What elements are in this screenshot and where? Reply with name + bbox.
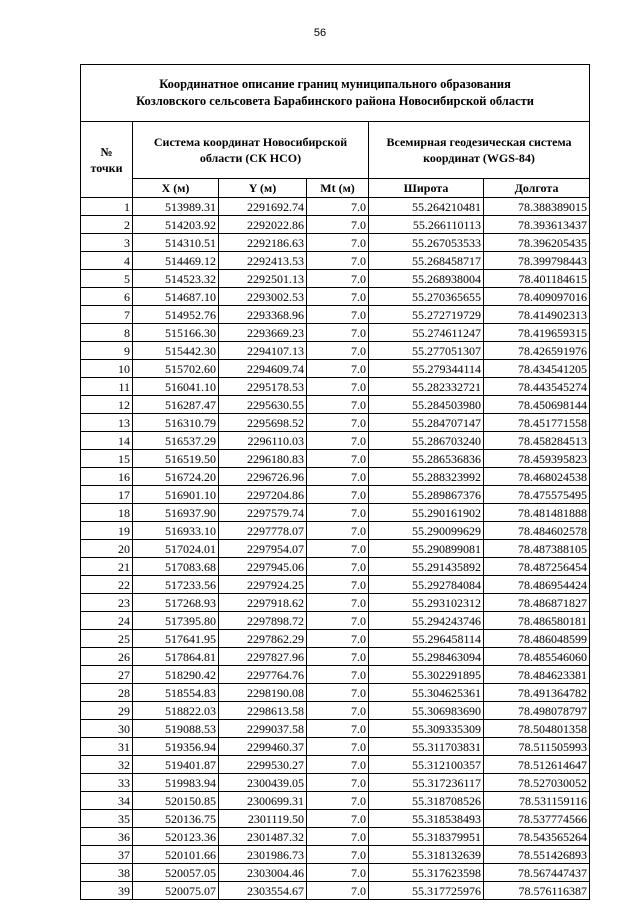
y-cell: 2301986.73 [219, 846, 307, 864]
x-cell: 519356.94 [133, 738, 219, 756]
y-cell: 2295698.52 [219, 414, 307, 432]
longitude-cell: 78.451771558 [484, 414, 590, 432]
mt-cell: 7.0 [307, 612, 369, 630]
x-cell: 516933.10 [133, 522, 219, 540]
point-number-cell: 4 [81, 252, 133, 270]
point-number-cell: 6 [81, 288, 133, 306]
longitude-cell: 78.459395823 [484, 450, 590, 468]
table-row [81, 594, 590, 612]
point-number-cell: 9 [81, 342, 133, 360]
x-cell: 516937.90 [133, 504, 219, 522]
table-row [81, 522, 590, 540]
latitude-cell: 55.272719729 [369, 306, 484, 324]
x-cell: 516901.10 [133, 486, 219, 504]
x-cell: 516537.29 [133, 432, 219, 450]
point-number-cell: 3 [81, 234, 133, 252]
point-number-cell: 28 [81, 684, 133, 702]
table-row [81, 738, 590, 756]
longitude-cell: 78.531159116 [484, 792, 590, 810]
point-number-cell: 18 [81, 504, 133, 522]
latitude-cell: 55.266110113 [369, 216, 484, 234]
longitude-cell: 78.414902313 [484, 306, 590, 324]
x-cell: 517233.56 [133, 576, 219, 594]
longitude-cell: 78.393613437 [484, 216, 590, 234]
latitude-cell: 55.318708526 [369, 792, 484, 810]
point-number-cell: 31 [81, 738, 133, 756]
y-cell: 2292501.13 [219, 270, 307, 288]
y-cell: 2297764.76 [219, 666, 307, 684]
longitude-cell: 78.401184615 [484, 270, 590, 288]
longitude-cell: 78.491364782 [484, 684, 590, 702]
point-number-cell: 24 [81, 612, 133, 630]
y-cell: 2301119.50 [219, 810, 307, 828]
point-number-cell: 34 [81, 792, 133, 810]
x-cell: 518290.42 [133, 666, 219, 684]
y-cell: 2297862.29 [219, 630, 307, 648]
mt-cell: 7.0 [307, 828, 369, 846]
point-number-cell: 21 [81, 558, 133, 576]
y-cell: 2300699.31 [219, 792, 307, 810]
longitude-cell: 78.419659315 [484, 324, 590, 342]
table-row [81, 612, 590, 630]
mt-cell: 7.0 [307, 360, 369, 378]
mt-cell: 7.0 [307, 396, 369, 414]
point-number-cell: 22 [81, 576, 133, 594]
y-cell: 2299530.27 [219, 756, 307, 774]
table-row [81, 414, 590, 432]
y-cell: 2297924.25 [219, 576, 307, 594]
x-cell: 519401.87 [133, 756, 219, 774]
x-cell: 518822.03 [133, 702, 219, 720]
table-row [81, 198, 590, 216]
table-row [81, 378, 590, 396]
point-number-cell: 5 [81, 270, 133, 288]
longitude-cell: 78.567447437 [484, 864, 590, 882]
page-number: 56 [313, 27, 327, 39]
y-cell: 2297827.96 [219, 648, 307, 666]
table-row [81, 846, 590, 864]
mt-cell: 7.0 [307, 378, 369, 396]
longitude-cell: 78.498078797 [484, 702, 590, 720]
y-cell: 2297898.72 [219, 612, 307, 630]
latitude-cell: 55.317623598 [369, 864, 484, 882]
y-cell: 2297954.07 [219, 540, 307, 558]
y-cell: 2297778.07 [219, 522, 307, 540]
latitude-cell: 55.290161902 [369, 504, 484, 522]
mt-cell: 7.0 [307, 756, 369, 774]
table-title-line-2: Козловского сельсовета Барабинского района Новосибирской области [136, 94, 534, 108]
point-number-cell: 13 [81, 414, 133, 432]
header-longitude: Долгота [484, 179, 590, 198]
mt-cell: 7.0 [307, 720, 369, 738]
table-row [81, 648, 590, 666]
y-cell: 2297204.86 [219, 486, 307, 504]
longitude-cell: 78.551426893 [484, 846, 590, 864]
point-number-cell: 26 [81, 648, 133, 666]
latitude-cell: 55.302291895 [369, 666, 484, 684]
x-cell: 520136.75 [133, 810, 219, 828]
point-number-cell: 33 [81, 774, 133, 792]
latitude-cell: 55.274611247 [369, 324, 484, 342]
longitude-cell: 78.486580181 [484, 612, 590, 630]
longitude-cell: 78.468024538 [484, 468, 590, 486]
point-number-cell: 7 [81, 306, 133, 324]
longitude-cell: 78.409097016 [484, 288, 590, 306]
x-cell: 515442.30 [133, 342, 219, 360]
mt-cell: 7.0 [307, 792, 369, 810]
latitude-cell: 55.286536836 [369, 450, 484, 468]
point-number-cell: 39 [81, 882, 133, 900]
y-cell: 2303004.46 [219, 864, 307, 882]
table-row [81, 360, 590, 378]
point-number-cell: 25 [81, 630, 133, 648]
mt-cell: 7.0 [307, 648, 369, 666]
longitude-cell: 78.484623381 [484, 666, 590, 684]
mt-cell: 7.0 [307, 252, 369, 270]
point-number-cell: 8 [81, 324, 133, 342]
y-cell: 2291692.74 [219, 198, 307, 216]
point-number-cell: 14 [81, 432, 133, 450]
point-number-cell: 35 [81, 810, 133, 828]
point-number-cell: 20 [81, 540, 133, 558]
point-number-cell: 29 [81, 702, 133, 720]
table-row [81, 468, 590, 486]
latitude-cell: 55.264210481 [369, 198, 484, 216]
table-row [81, 504, 590, 522]
latitude-cell: 55.294243746 [369, 612, 484, 630]
longitude-cell: 78.388389015 [484, 198, 590, 216]
point-number-cell: 11 [81, 378, 133, 396]
x-cell: 520101.66 [133, 846, 219, 864]
y-cell: 2292186.63 [219, 234, 307, 252]
x-cell: 519088.53 [133, 720, 219, 738]
mt-cell: 7.0 [307, 558, 369, 576]
table-row [81, 450, 590, 468]
table-row [81, 576, 590, 594]
latitude-cell: 55.290099629 [369, 522, 484, 540]
header-wgs-system: Всемирная геодезическая система координат (WGS-84) [369, 122, 590, 179]
mt-cell: 7.0 [307, 468, 369, 486]
point-number-cell: 32 [81, 756, 133, 774]
y-cell: 2292022.86 [219, 216, 307, 234]
latitude-cell: 55.277051307 [369, 342, 484, 360]
x-cell: 520075.07 [133, 882, 219, 900]
longitude-cell: 78.434541205 [484, 360, 590, 378]
longitude-cell: 78.486954424 [484, 576, 590, 594]
longitude-cell: 78.512614647 [484, 756, 590, 774]
table-row [81, 540, 590, 558]
mt-cell: 7.0 [307, 270, 369, 288]
y-cell: 2298613.58 [219, 702, 307, 720]
table-row [81, 288, 590, 306]
longitude-cell: 78.426591976 [484, 342, 590, 360]
x-cell: 514469.12 [133, 252, 219, 270]
x-cell: 516724.20 [133, 468, 219, 486]
mt-cell: 7.0 [307, 810, 369, 828]
y-cell: 2299460.37 [219, 738, 307, 756]
table-row [81, 306, 590, 324]
coordinates-table [80, 64, 590, 900]
mt-cell: 7.0 [307, 774, 369, 792]
longitude-cell: 78.487388105 [484, 540, 590, 558]
latitude-cell: 55.286703240 [369, 432, 484, 450]
point-number-cell: 19 [81, 522, 133, 540]
point-number-cell: 30 [81, 720, 133, 738]
y-cell: 2294107.13 [219, 342, 307, 360]
latitude-cell: 55.270365655 [369, 288, 484, 306]
longitude-cell: 78.484602578 [484, 522, 590, 540]
longitude-cell: 78.485546060 [484, 648, 590, 666]
x-cell: 514310.51 [133, 234, 219, 252]
longitude-cell: 78.481481888 [484, 504, 590, 522]
latitude-cell: 55.289867376 [369, 486, 484, 504]
y-cell: 2299037.58 [219, 720, 307, 738]
x-cell: 516287.47 [133, 396, 219, 414]
x-cell: 515166.30 [133, 324, 219, 342]
y-cell: 2296110.03 [219, 432, 307, 450]
longitude-cell: 78.543565264 [484, 828, 590, 846]
point-number-cell: 17 [81, 486, 133, 504]
y-cell: 2298190.08 [219, 684, 307, 702]
point-number-cell: 15 [81, 450, 133, 468]
y-cell: 2293669.23 [219, 324, 307, 342]
longitude-cell: 78.443545274 [484, 378, 590, 396]
mt-cell: 7.0 [307, 576, 369, 594]
x-cell: 517268.93 [133, 594, 219, 612]
x-cell: 517395.80 [133, 612, 219, 630]
longitude-cell: 78.458284513 [484, 432, 590, 450]
y-cell: 2303554.67 [219, 882, 307, 900]
point-number-cell: 10 [81, 360, 133, 378]
table-row [81, 324, 590, 342]
point-number-cell: 36 [81, 828, 133, 846]
longitude-cell: 78.537774566 [484, 810, 590, 828]
latitude-cell: 55.296458114 [369, 630, 484, 648]
x-cell: 517864.81 [133, 648, 219, 666]
latitude-cell: 55.317236117 [369, 774, 484, 792]
mt-cell: 7.0 [307, 522, 369, 540]
table-row [81, 396, 590, 414]
mt-cell: 7.0 [307, 324, 369, 342]
table-row [81, 684, 590, 702]
point-number-cell: 2 [81, 216, 133, 234]
table-row [81, 234, 590, 252]
header-nso-system: Система координат Новосибирской области (СК НСО) [133, 122, 369, 179]
x-cell: 518554.83 [133, 684, 219, 702]
latitude-cell: 55.318132639 [369, 846, 484, 864]
mt-cell: 7.0 [307, 288, 369, 306]
x-cell: 519983.94 [133, 774, 219, 792]
point-number-cell: 23 [81, 594, 133, 612]
mt-cell: 7.0 [307, 450, 369, 468]
y-cell: 2296180.83 [219, 450, 307, 468]
x-cell: 516519.50 [133, 450, 219, 468]
table-body [81, 198, 590, 900]
longitude-cell: 78.511505993 [484, 738, 590, 756]
table-row [81, 702, 590, 720]
mt-cell: 7.0 [307, 198, 369, 216]
latitude-cell: 55.268938004 [369, 270, 484, 288]
y-cell: 2295178.53 [219, 378, 307, 396]
header-mt: Mt (м) [307, 179, 369, 198]
mt-cell: 7.0 [307, 306, 369, 324]
point-number-cell: 12 [81, 396, 133, 414]
mt-cell: 7.0 [307, 486, 369, 504]
y-cell: 2296726.96 [219, 468, 307, 486]
latitude-cell: 55.291435892 [369, 558, 484, 576]
y-cell: 2297918.62 [219, 594, 307, 612]
table-row [81, 774, 590, 792]
table-title [81, 65, 590, 122]
header-latitude: Широта [369, 179, 484, 198]
longitude-cell: 78.487256454 [484, 558, 590, 576]
y-cell: 2292413.53 [219, 252, 307, 270]
table-row [81, 828, 590, 846]
x-cell: 516310.79 [133, 414, 219, 432]
longitude-cell: 78.527030052 [484, 774, 590, 792]
latitude-cell: 55.284503980 [369, 396, 484, 414]
x-cell: 520123.36 [133, 828, 219, 846]
latitude-cell: 55.292784084 [369, 576, 484, 594]
x-cell: 514203.92 [133, 216, 219, 234]
latitude-cell: 55.279344114 [369, 360, 484, 378]
y-cell: 2300439.05 [219, 774, 307, 792]
point-number-cell: 1 [81, 198, 133, 216]
header-y: Y (м) [219, 179, 307, 198]
longitude-cell: 78.475575495 [484, 486, 590, 504]
y-cell: 2294609.74 [219, 360, 307, 378]
table-row [81, 630, 590, 648]
y-cell: 2297579.74 [219, 504, 307, 522]
y-cell: 2297945.06 [219, 558, 307, 576]
table-row [81, 252, 590, 270]
latitude-cell: 55.317725976 [369, 882, 484, 900]
table-row [81, 882, 590, 900]
point-number-cell: 16 [81, 468, 133, 486]
latitude-cell: 55.309335309 [369, 720, 484, 738]
table-row [81, 864, 590, 882]
latitude-cell: 55.293102312 [369, 594, 484, 612]
latitude-cell: 55.290899081 [369, 540, 484, 558]
table-row [81, 666, 590, 684]
mt-cell: 7.0 [307, 432, 369, 450]
latitude-cell: 55.311703831 [369, 738, 484, 756]
latitude-cell: 55.284707147 [369, 414, 484, 432]
point-number-cell: 27 [81, 666, 133, 684]
mt-cell: 7.0 [307, 504, 369, 522]
header-point-number: № точки [81, 122, 133, 198]
point-number-cell: 37 [81, 846, 133, 864]
table-row [81, 486, 590, 504]
longitude-cell: 78.399798443 [484, 252, 590, 270]
table-row [81, 432, 590, 450]
mt-cell: 7.0 [307, 864, 369, 882]
mt-cell: 7.0 [307, 216, 369, 234]
mt-cell: 7.0 [307, 882, 369, 900]
latitude-cell: 55.312100357 [369, 756, 484, 774]
mt-cell: 7.0 [307, 594, 369, 612]
latitude-cell: 55.318538493 [369, 810, 484, 828]
y-cell: 2293002.53 [219, 288, 307, 306]
table-row [81, 756, 590, 774]
latitude-cell: 55.306983690 [369, 702, 484, 720]
x-cell: 516041.10 [133, 378, 219, 396]
header-x: X (м) [133, 179, 219, 198]
table-row [81, 216, 590, 234]
x-cell: 520150.85 [133, 792, 219, 810]
latitude-cell: 55.298463094 [369, 648, 484, 666]
mt-cell: 7.0 [307, 846, 369, 864]
mt-cell: 7.0 [307, 414, 369, 432]
x-cell: 514952.76 [133, 306, 219, 324]
x-cell: 520057.05 [133, 864, 219, 882]
mt-cell: 7.0 [307, 666, 369, 684]
table-row [81, 810, 590, 828]
mt-cell: 7.0 [307, 540, 369, 558]
y-cell: 2295630.55 [219, 396, 307, 414]
mt-cell: 7.0 [307, 738, 369, 756]
x-cell: 513989.31 [133, 198, 219, 216]
x-cell: 517024.01 [133, 540, 219, 558]
longitude-cell: 78.396205435 [484, 234, 590, 252]
longitude-cell: 78.486048599 [484, 630, 590, 648]
mt-cell: 7.0 [307, 702, 369, 720]
table-row [81, 792, 590, 810]
mt-cell: 7.0 [307, 684, 369, 702]
latitude-cell: 55.318379951 [369, 828, 484, 846]
table-row [81, 270, 590, 288]
longitude-cell: 78.576116387 [484, 882, 590, 900]
table-row [81, 558, 590, 576]
x-cell: 514687.10 [133, 288, 219, 306]
mt-cell: 7.0 [307, 342, 369, 360]
longitude-cell: 78.486871827 [484, 594, 590, 612]
x-cell: 517641.95 [133, 630, 219, 648]
y-cell: 2301487.32 [219, 828, 307, 846]
mt-cell: 7.0 [307, 630, 369, 648]
latitude-cell: 55.268458717 [369, 252, 484, 270]
longitude-cell: 78.504801358 [484, 720, 590, 738]
longitude-cell: 78.450698144 [484, 396, 590, 414]
x-cell: 517083.68 [133, 558, 219, 576]
latitude-cell: 55.282332721 [369, 378, 484, 396]
y-cell: 2293368.96 [219, 306, 307, 324]
x-cell: 515702.60 [133, 360, 219, 378]
latitude-cell: 55.304625361 [369, 684, 484, 702]
x-cell: 514523.32 [133, 270, 219, 288]
latitude-cell: 55.267053533 [369, 234, 484, 252]
point-number-cell: 38 [81, 864, 133, 882]
table-row [81, 720, 590, 738]
mt-cell: 7.0 [307, 234, 369, 252]
latitude-cell: 55.288323992 [369, 468, 484, 486]
table-row [81, 342, 590, 360]
table-title-line-1: Координатное описание границ муниципального образования [159, 77, 511, 91]
